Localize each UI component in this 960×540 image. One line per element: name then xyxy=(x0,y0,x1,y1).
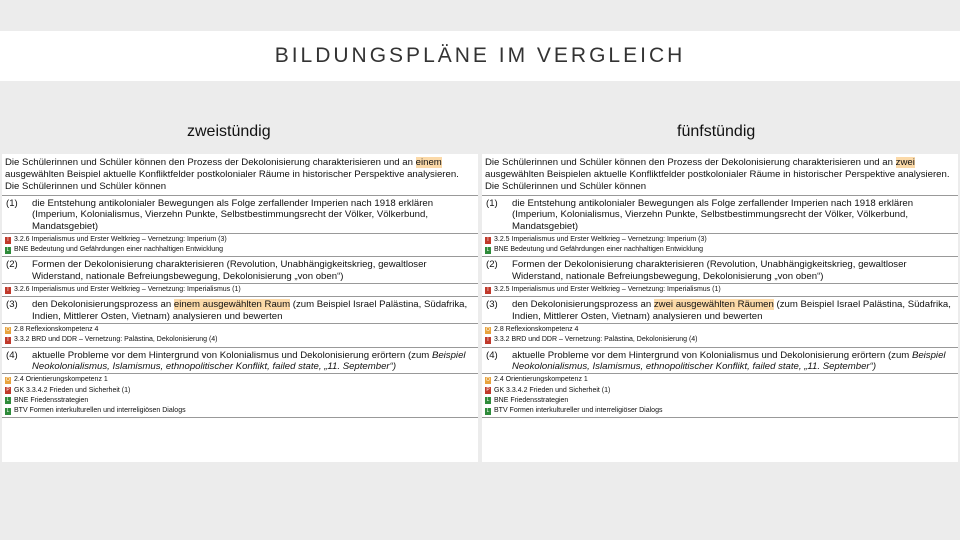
slide-title: BILDUNGSPLÄNE IM VERGLEICH xyxy=(274,44,686,67)
competence-text-part: Formen der Dekolonisierung charakterisieren (Revolution, Unabhängigkeitskrieg, gewaltloser Widerstand, nationale Befreiungsbewegung, Dekolonisierung „von oben“) xyxy=(32,259,427,282)
reference-badge-icon: L xyxy=(486,246,490,253)
competence-examples: Beispiel Neokolonialismus, Islamismus, ethnopolitischer Konflikt, failed state, „11. September“) xyxy=(32,349,466,373)
competence-lead: Die Schülerinnen und Schüler können xyxy=(482,180,958,196)
reference-text: 3.3.2 BRD und DDR – Vernetzung: Palästina, Dekolonisierung (4) xyxy=(494,336,698,344)
reference-badge-icon: L xyxy=(6,407,10,414)
intro-highlight: zwei xyxy=(895,157,915,168)
reference-badge-icon: I xyxy=(485,237,491,244)
competence-row xyxy=(482,196,958,234)
competence-text xyxy=(28,196,478,233)
reference-item xyxy=(5,325,478,335)
competence-number: (2) xyxy=(486,259,498,271)
competence-text xyxy=(508,348,958,374)
reference-badge-icon: I xyxy=(5,237,11,244)
reference-item xyxy=(485,325,958,335)
reference-item xyxy=(5,406,478,416)
competence-row xyxy=(482,348,958,375)
competence-text xyxy=(508,196,958,233)
competence-highlight: einem ausgewählten Raum xyxy=(173,299,291,311)
reference-list xyxy=(482,374,958,418)
reference-list xyxy=(482,284,958,297)
competence-row xyxy=(2,348,478,375)
competence-row xyxy=(482,257,958,284)
reference-badge-icon: I xyxy=(485,337,491,344)
reference-item xyxy=(5,235,478,245)
reference-text: BNE Friedensstrategien xyxy=(14,396,89,404)
competence-lead: Die Schülerinnen und Schüler können xyxy=(2,180,478,196)
reference-text: BNE Friedensstrategien xyxy=(494,396,569,404)
competence-number: (1) xyxy=(6,197,18,209)
reference-item xyxy=(485,375,958,385)
title-banner xyxy=(0,31,960,81)
intro-text-end: ausgewählten Beispielen aktuelle Konfliktfelder postkolonialer Räume in historischer Perspektive analysieren. xyxy=(485,168,950,180)
reference-item xyxy=(5,386,478,396)
reference-text: 3.2.6 Imperialismus und Erster Weltkrieg – Vernetzung: Imperialismus (1) xyxy=(14,286,241,294)
reference-badge-icon: L xyxy=(486,397,490,404)
curriculum-excerpt-fuenfstuendig xyxy=(482,154,958,462)
competence-text xyxy=(508,297,958,323)
competence-intro xyxy=(2,154,478,180)
competence-text-part: die Entstehung antikolonialer Bewegungen als Folge zerfallender Imperien nach 1918 erklären (Imperium, Kolonialismus, Vierzehn Punkte, Selbstbestimmungsrecht der Völker, Völkerbund, Mandatsgebiet) xyxy=(32,197,434,232)
reference-badge-icon: O xyxy=(486,377,490,384)
reference-text: GK 3.3.4.2 Frieden und Sicherheit (1) xyxy=(494,386,611,394)
reference-badge-icon: P xyxy=(486,387,490,394)
intro-text: Die Schülerinnen und Schüler können den Prozess der Dekolonisierung charakterisieren und an xyxy=(485,157,896,168)
competence-text xyxy=(28,348,478,374)
competence-number: (1) xyxy=(486,197,498,209)
reference-text: 2.8 Reflexionskompetenz 4 xyxy=(14,326,99,334)
reference-list xyxy=(2,284,478,297)
reference-badge-icon: L xyxy=(6,397,10,404)
reference-item xyxy=(5,245,478,255)
reference-text: GK 3.3.4.2 Frieden und Sicherheit (1) xyxy=(14,386,131,394)
competence-text-part: den Dekolonisierungsprozess an xyxy=(512,299,654,311)
reference-list xyxy=(482,234,958,257)
reference-badge-icon: I xyxy=(485,287,491,294)
competence-intro xyxy=(482,154,958,180)
competence-number: (4) xyxy=(6,349,18,361)
competence-text-part: aktuelle Probleme vor dem Hintergrund von Kolonialismus und Dekolonisierung erörtern (zum xyxy=(512,349,912,361)
reference-item xyxy=(485,235,958,245)
competence-text-part: (zum Beispiel Israel Palästina, Südafrika, Indien, Mittlerer Osten, Vietnam) analysieren und bewerten xyxy=(32,299,468,322)
reference-item xyxy=(5,396,478,406)
column-heading-fuenfstuendig: fünfstündig xyxy=(677,123,756,140)
reference-item xyxy=(5,375,478,385)
reference-item xyxy=(485,335,958,345)
reference-list xyxy=(2,234,478,257)
reference-badge-icon: L xyxy=(6,246,10,253)
competence-number: (2) xyxy=(6,259,18,271)
reference-text: 3.2.5 Imperialismus und Erster Weltkrieg – Vernetzung: Imperialismus (1) xyxy=(494,286,721,294)
competence-text-part: Formen der Dekolonisierung charakterisieren (Revolution, Unabhängigkeitskrieg, gewaltloser Widerstand, nationale Befreiungsbewegung, Dekolonisierung „von oben“) xyxy=(512,259,907,282)
reference-item xyxy=(485,396,958,406)
reference-text: BNE Bedeutung und Gefährdungen einer nachhaltigen Entwicklung xyxy=(494,246,703,254)
reference-text: BTV Formen interkulturellen und interreligiösen Dialogs xyxy=(14,407,186,415)
competence-row xyxy=(2,196,478,234)
competence-row xyxy=(2,257,478,284)
reference-text: BNE Bedeutung und Gefährdungen einer nachhaltigen Entwicklung xyxy=(14,246,223,254)
curriculum-excerpt-zweistuendig xyxy=(2,154,478,462)
reference-item xyxy=(485,406,958,416)
reference-badge-icon: P xyxy=(6,387,10,394)
reference-text: 2.8 Reflexionskompetenz 4 xyxy=(494,326,579,334)
reference-badge-icon: O xyxy=(6,377,10,384)
reference-text: 3.2.6 Imperialismus und Erster Weltkrieg – Vernetzung: Imperium (3) xyxy=(14,236,227,243)
competence-highlight: zwei ausgewählten Räumen xyxy=(653,299,774,311)
reference-item xyxy=(485,285,958,295)
reference-badge-icon: O xyxy=(6,326,10,333)
competence-text xyxy=(508,257,958,283)
reference-text: 3.3.2 BRD und DDR – Vernetzung: Palästina, Dekolonisierung (4) xyxy=(14,336,218,344)
reference-item xyxy=(485,386,958,396)
reference-badge-icon: O xyxy=(486,326,490,333)
competence-row xyxy=(482,297,958,324)
reference-badge-icon: L xyxy=(486,407,490,414)
competence-text-part: den Dekolonisierungsprozess an xyxy=(32,299,174,311)
reference-list xyxy=(2,374,478,418)
reference-text: 3.2.5 Imperialismus und Erster Weltkrieg – Vernetzung: Imperium (3) xyxy=(494,236,707,243)
competence-examples: Beispiel Neokolonialismus, Islamismus, ethnopolitischer Konflikt, failed state, „11. September“) xyxy=(512,349,946,373)
intro-text-end: ausgewählten Beispiel aktuelle Konfliktfelder postkolonialer Räume in historischer Perspektive analysieren. xyxy=(5,168,459,180)
competence-text xyxy=(28,257,478,283)
reference-badge-icon: I xyxy=(5,287,11,294)
intro-text: Die Schülerinnen und Schüler können den Prozess der Dekolonisierung charakterisieren und an xyxy=(5,157,416,168)
reference-list xyxy=(2,324,478,347)
competence-text xyxy=(28,297,478,323)
reference-item xyxy=(5,335,478,345)
competence-number: (3) xyxy=(486,299,498,311)
reference-list xyxy=(482,324,958,347)
competence-text-part: die Entstehung antikolonialer Bewegungen als Folge zerfallender Imperien nach 1918 erklären (Imperium, Kolonialismus, Vierzehn Punkte, Selbstbestimmungsrecht der Völker, Völkerbund, Mandatsgebiet) xyxy=(512,197,914,232)
intro-highlight: einem xyxy=(415,157,442,168)
reference-item xyxy=(5,285,478,295)
reference-badge-icon: I xyxy=(5,337,11,344)
column-heading-zweistuendig: zweistündig xyxy=(187,123,271,140)
competence-number: (3) xyxy=(6,299,18,311)
reference-text: BTV Formen interkultureller und interreligiöser Dialogs xyxy=(494,407,663,415)
reference-text: 2.4 Orientierungskompetenz 1 xyxy=(14,376,108,384)
competence-text-part: (zum Beispiel Israel Palästina, Südafrika, Indien, Mittlerer Osten, Vietnam) analysieren und bewerten xyxy=(512,299,951,322)
reference-text: 2.4 Orientierungskompetenz 1 xyxy=(494,376,588,384)
reference-item xyxy=(485,245,958,255)
competence-text-part: aktuelle Probleme vor dem Hintergrund von Kolonialismus und Dekolonisierung erörtern (zum xyxy=(32,349,432,361)
competence-row xyxy=(2,297,478,324)
competence-number: (4) xyxy=(486,349,498,361)
